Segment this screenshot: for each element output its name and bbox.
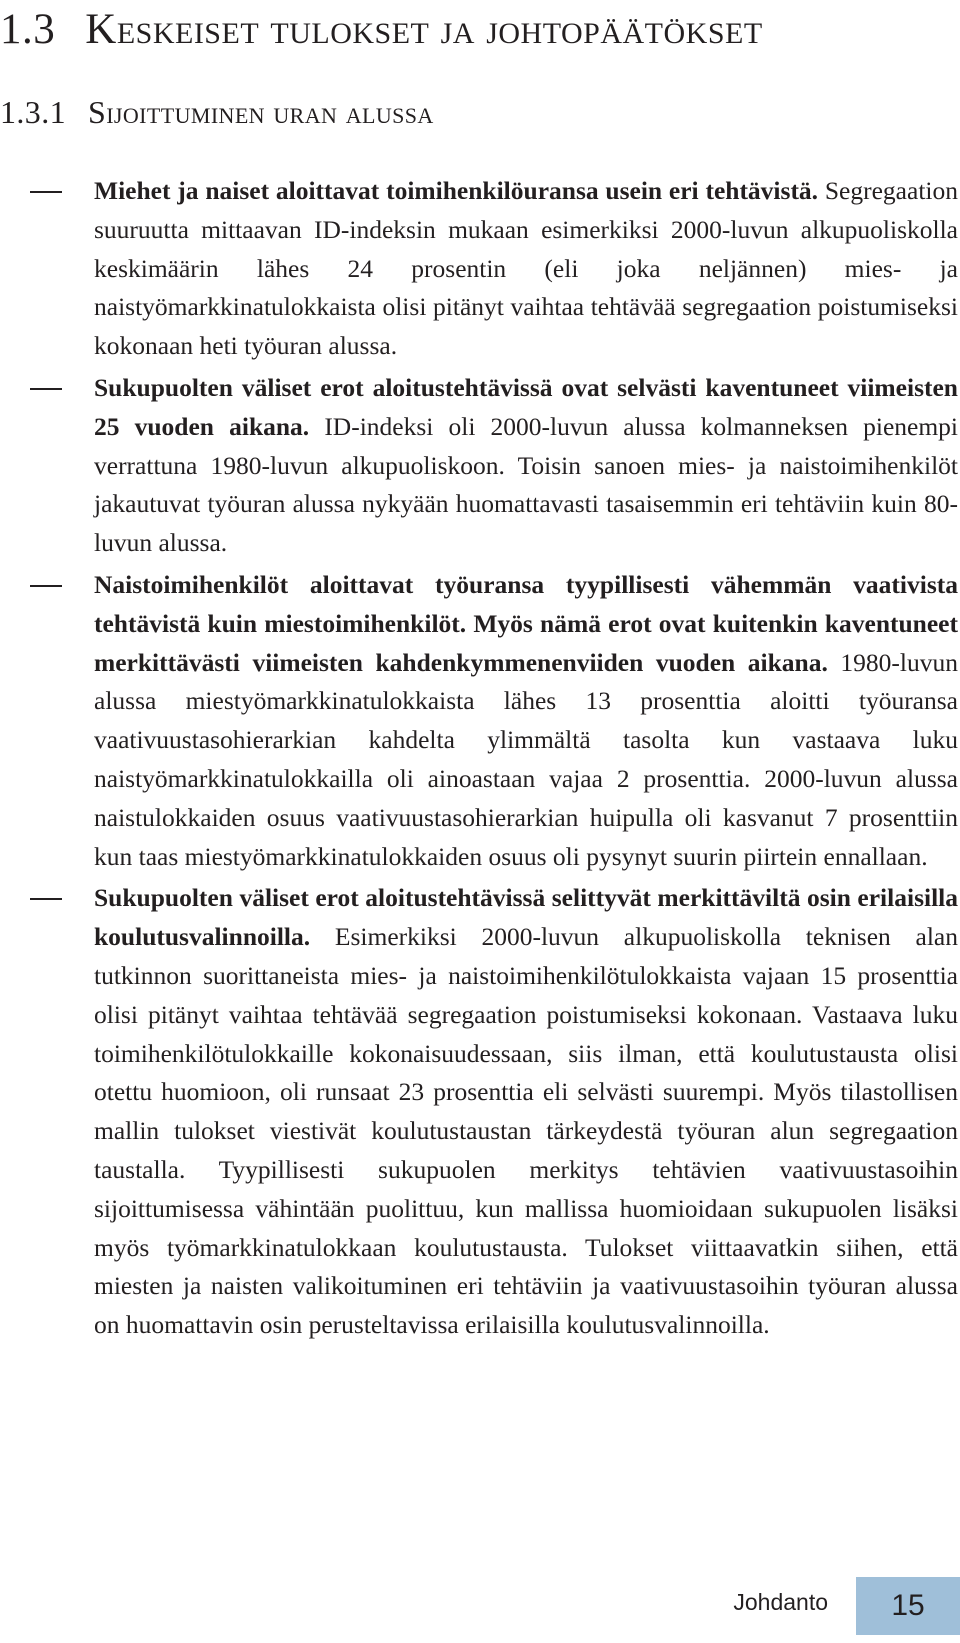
dash-bullet [30, 585, 62, 587]
section-title: Keskeiset tulokset ja johtopäätökset [85, 6, 763, 53]
section-number: 1.3 [0, 6, 56, 53]
item-lead-text: Naistoimihenkilöt aloittavat työuransa tyypillisesti vähemmän vaativista tehtävistä kuin miestoimihenkilöt. Myös nämä erot ovat kuitenkin kaventuneet merkittävästi viimeisten kahdenkymmenenviiden vuoden aikana. [94, 569, 958, 677]
item-lead-text: Miehet ja naiset aloittavat toimihenkilöuransa usein eri tehtävistä. [94, 176, 819, 205]
subsection-number: 1.3.1 [0, 94, 66, 130]
findings-list [0, 172, 960, 1348]
page-number-box [856, 1577, 960, 1635]
item-body-text: ID-indeksi oli 2000-luvun alussa kolmanneksen pienempi verrattuna 1980-luvun alkupuoliskoon. Toisin sanoen mies- ja naistoimihenkilöt jakautuvat työuran alussa nykyään huomattavasti tasaisemmin eri tehtäviin kuin 80-luvun alussa. [94, 411, 958, 558]
dash-bullet [30, 191, 62, 193]
item-lead-text: Sukupuolten väliset erot aloitustehtävissä ovat selvästi kaventuneet viimeisten 25 vuoden aikana. [94, 372, 958, 441]
dash-bullet [30, 388, 62, 390]
page-number: 15 [891, 1589, 925, 1622]
item-body-text: Esimerkiksi 2000-luvun alkupuoliskolla teknisen alan tutkinnon suorittaneista mies- ja naistoimihenkilötulokkaista vajaan 15 prosenttia olisi pitänyt vaihtaa tehtävää segregaation poistumiseksi kokonaan. Vastaava luku toimihenkilötulokkaille kokonaisuudessaan, siis ilman, että koulutustausta olisi otettu huomioon, oli runsaat 23 prosenttia eli selvästi suurempi. Myös tilastollisen mallin tulokset viestivät koulutustaustan tärkeydestä työuran alun segregaation taustalla. Tyypillisesti sukupuolen merkitys tehtävien vaativuustasoihin sijoittumisessa vähintään puolittuu, kun mallissa huomioidaan sukupuolen lisäksi myös työmarkkinatulokkaan koulutustausta. Tulokset viittaavatkin siihen, että miesten ja naisten valikoituminen eri tehtäviin ja vaativuustasoihin työuran alussa on huomattavin osin perusteltavissa erilaisilla koulutusvalinnoilla. [94, 922, 958, 1340]
dash-bullet [30, 898, 62, 900]
item-body-text: Segregaation suuruutta mittaavan ID-indeksin mukaan esimerkiksi 2000-luvun alkupuoliskolla keskimäärin lähes 24 prosentin (eli joka neljännen) mies- ja naistyömarkkinatulokkaista olisi pitänyt vaihtaa tehtävää segregaation poistumiseksi kokonaan heti työuran alussa. [94, 176, 958, 361]
item-lead-text: Sukupuolten väliset erot aloitustehtävissä selittyvät merkittäviltä osin erilaisilla koulutusvalinnoilla. [94, 883, 958, 952]
subsection-heading [0, 92, 434, 132]
list-item [0, 369, 958, 563]
list-item [0, 566, 958, 876]
list-item [0, 879, 958, 1345]
item-body-text: 1980-luvun alussa miestyömarkkinatulokkaista lähes 13 prosenttia aloitti työuransa vaativuustasohierarkian kahdelta ylimmältä tasolta kun vastaava luku naistyömarkkinatulokkailla oli ainoastaan vajaa 2 prosenttia. 2000-luvun alussa naistulokkaiden osuus vaativuustasohierarkian huipulla oli kasvanut 7 prosenttiin kun taas miestyömarkkinatulokkaiden osuus oli pysynyt suurin piirtein ennallaan. [94, 647, 958, 871]
section-heading [0, 4, 763, 56]
footer-chapter-label: Johdanto [733, 1589, 828, 1615]
list-item [0, 172, 958, 366]
subsection-title: Sijoittuminen uran alussa [88, 94, 434, 130]
